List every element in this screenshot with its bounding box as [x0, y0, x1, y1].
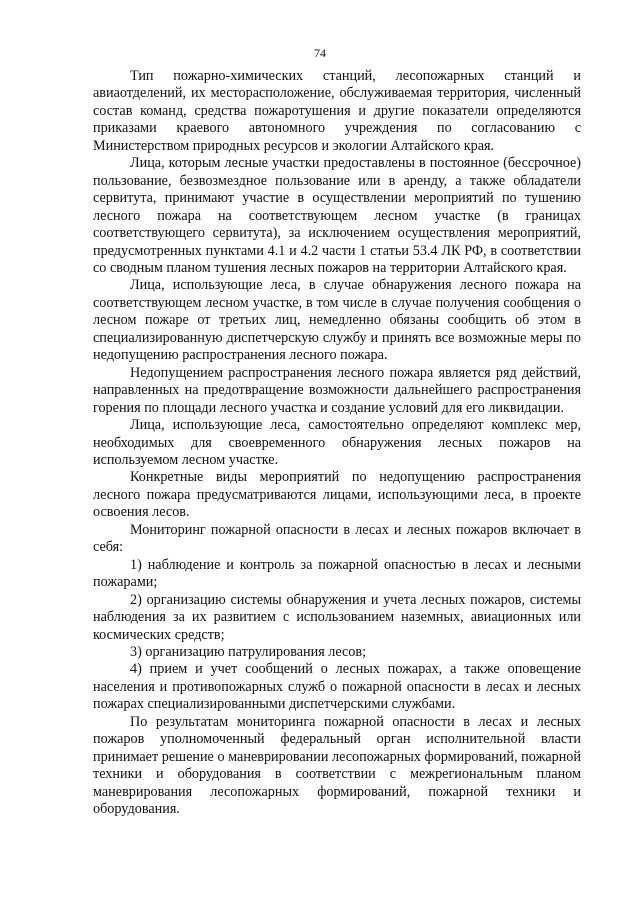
document-body	[93, 68, 581, 818]
paragraph-spread-prevention-definition: Недопущением распространения лесного пожара является ряд действий, направленных на предотвращение возможности дальнейшего распространения горения по площади лесного участка и создание условий для его ликвидации.	[93, 364, 581, 416]
list-item-monitoring-3: 3) организацию патрулирования лесов;	[130, 643, 367, 660]
paragraph-detection-measures: Лица, использующие леса, самостоятельно определяют комплекс мер, необходимых для своевременного обнаружения лесных пожаров на используемом лесном участке.	[93, 417, 581, 468]
paragraph-land-users-participation: Лица, которым лесные участки предоставлены в постоянное (бессрочное) пользование, безвозмездное пользование или в аренду, а также обладатели сервитута, принимают участие в осуществлении мероприятий по тушению лесного пожара на соответствующем лесном участке (в границах соответствующего сервитута), за исключением осуществления мероприятий, предусмотренных пунктами 4.1 и 4.2 части 1 статьи 53.4 ЛК РФ, в соответствии со сводным планом тушения лесных пожаров на территории Алтайского края.	[93, 155, 581, 276]
list-item-monitoring-1: 1) наблюдение и контроль за пожарной опасностью в лесах и лесными пожарами;	[93, 556, 581, 591]
paragraph-maneuvering-decision: По результатам мониторинга пожарной опасности в лесах и лесных пожаров уполномоченный федеральный орган исполнительной власти принимает решение о маневрировании лесопожарных формирований, пожарной техники и оборудования в соответствии с межрегиональным планом маневрирования лесопожарных формирований, пожарной техники и оборудования.	[93, 713, 581, 818]
paragraph-fire-detection-duty: Лица, использующие леса, в случае обнаружения лесного пожара на соответствующем лесном участке, в том числе в случае получения сообщения о лесном пожаре от третьих лиц, немедленно обязаны сообщить об этом в специализированную диспетчерскую службу и принять все возможные меры по недопущению распространения лесного пожара.	[93, 277, 581, 364]
list-item-monitoring-2: 2) организацию системы обнаружения и учета лесных пожаров, системы наблюдения за их развитием с использованием наземных, авиационных или космических средств;	[93, 591, 581, 643]
page-number: 74	[314, 46, 326, 60]
paragraph-monitoring-intro: Мониторинг пожарной опасности в лесах и лесных пожаров включает в себя:	[93, 521, 581, 556]
paragraph-station-types: Тип пожарно-химических станций, лесопожарных станций и авиаотделений, их месторасположение, обслуживаемая территория, численный состав команд, средства пожаротушения и другие показатели определяются приказами краевого автономного учреждения по согласованию с Министерством природных ресурсов и экологии Алтайского края.	[93, 68, 581, 154]
list-item-monitoring-4: 4) прием и учет сообщений о лесных пожарах, а также оповещение населения и противопожарных служб о пожарной опасности в лесах и лесных пожарах специализированными диспетчерскими службами.	[93, 661, 581, 713]
paragraph-specific-measures: Конкретные виды мероприятий по недопущению распространения лесного пожара предусматриваются лицами, использующими леса, в проекте освоения лесов.	[93, 469, 581, 521]
